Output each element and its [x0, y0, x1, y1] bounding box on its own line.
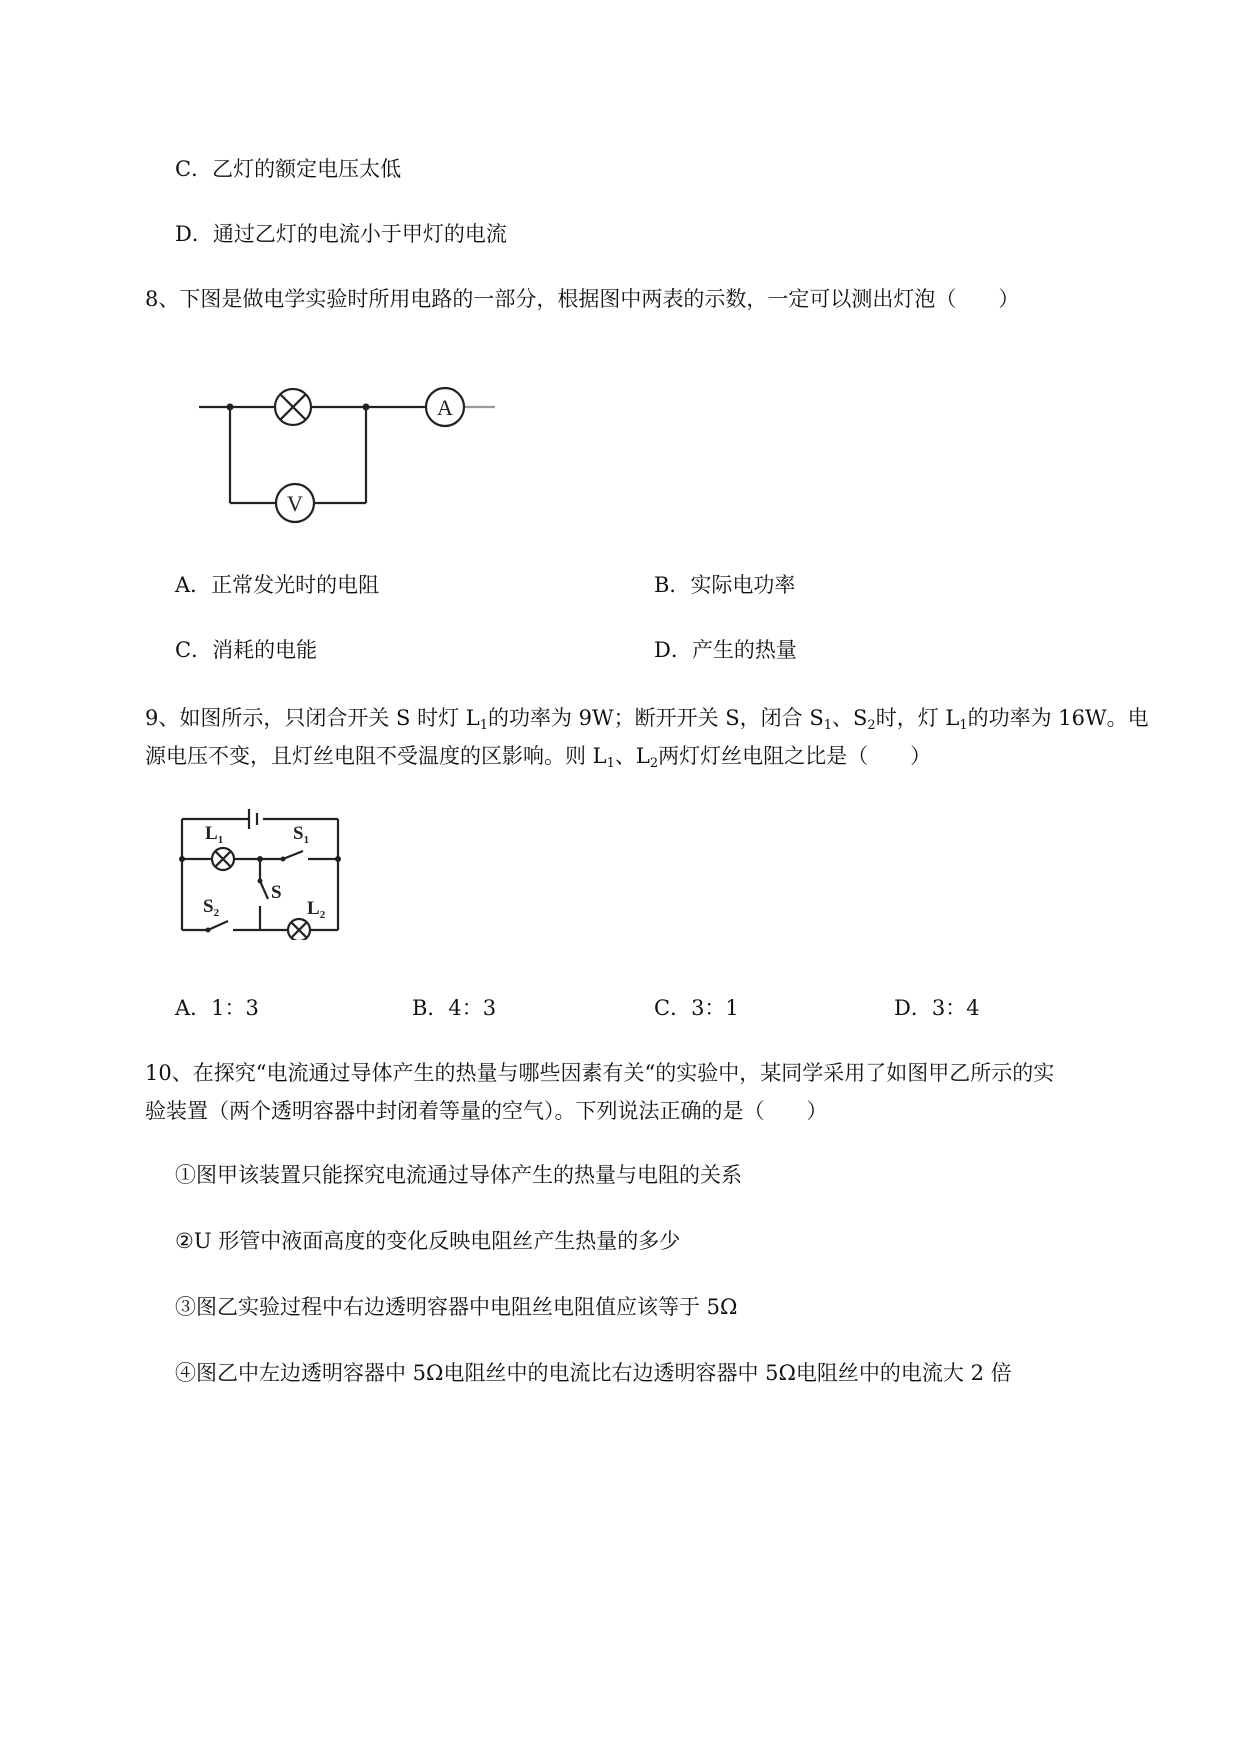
label-s2: $S_2$ [203, 896, 220, 919]
q10-statement-2: ②U 形管中液面高度的变化反映电阻丝产生热量的多少 [175, 1229, 681, 1253]
voltmeter-label: V [287, 491, 303, 516]
q8-circuit-diagram [195, 385, 505, 540]
label-s1: $S_1$ [293, 823, 310, 846]
q10-statement-3: ③图乙实验过程中右边透明容器中电阻丝电阻值应该等于 5Ω [175, 1295, 738, 1319]
q9-stem-line2: 源电压不变，且灯丝电阻不受温度的区影响。则 $L_1$、$L_2$两灯灯丝电阻之比是（ ） [145, 744, 932, 771]
q9-option-a: A．1：3 [175, 996, 259, 1020]
q8-option-d: D．产生的热量 [654, 638, 797, 662]
q8-option-a: A．正常发光时的电阻 [175, 573, 380, 597]
q10-stem-line2: 验装置（两个透明容器中封闭着等量的空气）。下列说法正确的是（ ） [145, 1099, 828, 1123]
q9-option-c: C．3：1 [654, 996, 739, 1020]
q7-option-c: C．乙灯的额定电压太低 [175, 157, 402, 181]
q9-option-d: D．3：4 [894, 996, 980, 1020]
label-s: S [271, 882, 282, 903]
label-l1: $L_1$ [205, 823, 224, 846]
label-l2: $L_2$ [307, 898, 326, 921]
q8-option-c: C．消耗的电能 [175, 638, 318, 662]
q8-stem: 8、下图是做电学实验时所用电路的一部分，根据图中两表的示数，一定可以测出灯泡（ ） [145, 287, 1020, 311]
q10-statement-4: ④图乙中左边透明容器中 5Ω电阻丝中的电流比右边透明容器中 5Ω电阻丝中的电流大 2 倍 [175, 1361, 1012, 1385]
q9-circuit-diagram [175, 800, 350, 940]
q10-stem-line1: 10、在探究“电流通过导体产生的热量与哪些因素有关“的实验中，某同学采用了如图甲乙所示的实 [145, 1061, 1055, 1085]
q8-option-b: B．实际电功率 [654, 573, 796, 597]
q10-statement-1: ①图甲该装置只能探究电流通过导体产生的热量与电阻的关系 [175, 1163, 742, 1187]
q7-option-d: D．通过乙灯的电流小于甲灯的电流 [175, 222, 507, 246]
q9-stem-line1: 9、如图所示，只闭合开关 S 时灯 $L_1$的功率为 9W；断开开关 S，闭合 $S_1$、$S_2$时，灯 $L_1$的功率为 16W。电 [145, 706, 1149, 733]
ammeter-label: A [437, 395, 453, 420]
q9-option-b: B．4：3 [412, 996, 497, 1020]
